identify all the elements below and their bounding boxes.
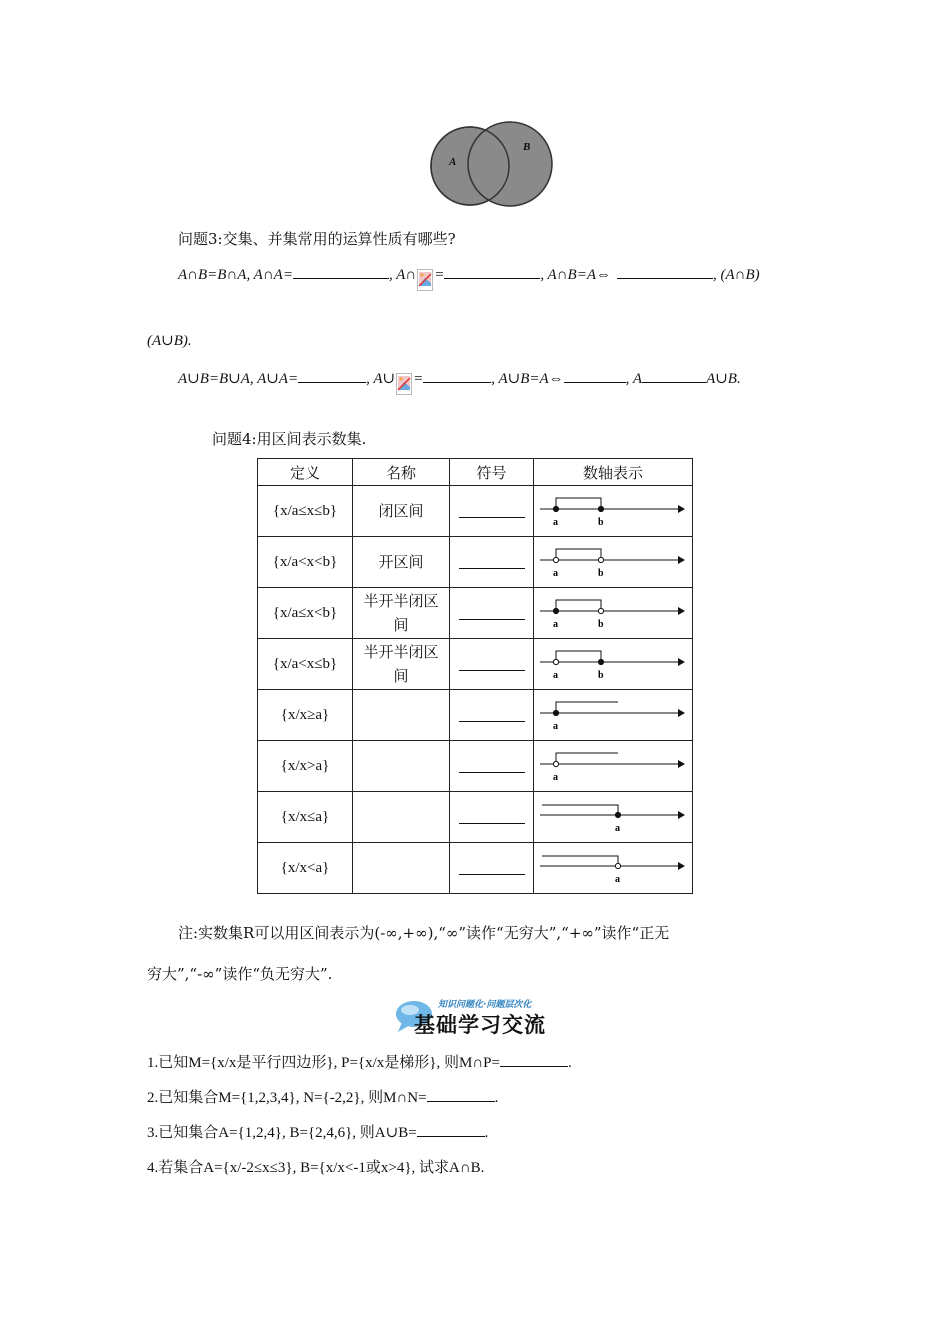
q3-union-line: A∪B=B∪A, A∪A= , A∪ = , A∪B=A⇔ , A A∪B. <box>178 368 741 395</box>
answer-blank <box>423 368 491 383</box>
venn-label-a: A <box>449 156 457 168</box>
interval-table <box>257 458 693 894</box>
number-line <box>538 795 688 839</box>
table-row <box>258 741 693 792</box>
endpoint-label: a <box>553 772 558 783</box>
endpoint-label: b <box>598 619 604 630</box>
number-line <box>538 846 688 890</box>
number-line <box>538 540 688 584</box>
closed-endpoint <box>598 659 603 664</box>
number-line-cell <box>534 792 693 843</box>
open-endpoint <box>615 863 620 868</box>
broken-image-icon <box>417 269 433 291</box>
answer-blank <box>427 1087 495 1102</box>
answer-blank <box>417 1122 485 1137</box>
table-row <box>258 588 693 639</box>
note-line-2: 穷大”,“-∞”读作“负无穷大”. <box>147 965 333 983</box>
broken-image-icon <box>396 373 412 395</box>
arrow-icon <box>678 760 685 768</box>
interval-bracket <box>556 600 601 611</box>
endpoint-label: b <box>598 517 604 528</box>
interval-name-line: 间 <box>393 616 409 634</box>
answer-blank <box>459 654 525 671</box>
table-row <box>258 537 693 588</box>
table-header-row <box>258 459 693 486</box>
arrow-icon <box>678 811 685 819</box>
q3-intersection-line-cont: (A∪B). <box>147 333 192 349</box>
interval-bracket <box>556 498 601 509</box>
number-line <box>538 489 688 533</box>
note-line-1: 注:实数集R可以用区间表示为(-∞,+∞),“∞”读作“无穷大”,“+∞”读作“正无 <box>178 924 670 942</box>
endpoint-label: a <box>553 670 558 681</box>
exercise-2: 2.已知集合M={1,2,3,4}, N={-2,2}, 则M∩N= . <box>147 1086 498 1107</box>
interval-name-line: 闭区间 <box>378 502 424 520</box>
exercise-1: 1.已知M={x/x是平行四边形}, P={x/x是梯形}, 则M∩P= . <box>147 1051 572 1072</box>
answer-blank <box>459 858 525 875</box>
answer-blank <box>298 368 366 383</box>
interval-ray <box>556 702 618 713</box>
endpoint-label: b <box>598 670 604 681</box>
open-endpoint <box>553 557 558 562</box>
table-row <box>258 690 693 741</box>
number-line-cell <box>534 588 693 639</box>
interval-symbol <box>450 486 534 537</box>
table-row <box>258 639 693 690</box>
table-row <box>258 792 693 843</box>
answer-blank <box>642 368 706 383</box>
closed-endpoint <box>553 710 558 715</box>
arrow-icon <box>678 556 685 564</box>
arrow-icon <box>678 709 685 717</box>
answer-blank <box>459 807 525 824</box>
section-banner <box>394 996 564 1036</box>
number-line <box>538 744 688 788</box>
venn-diagram <box>425 120 560 210</box>
interval-name <box>353 792 450 843</box>
number-line <box>538 642 688 686</box>
header-symbol: 符号 <box>450 459 534 486</box>
arrow-icon <box>678 862 685 870</box>
interval-bracket <box>556 549 601 560</box>
endpoint-label: b <box>598 568 604 579</box>
interval-name <box>353 639 450 690</box>
interval-ray <box>542 805 618 815</box>
number-line <box>538 693 688 737</box>
number-line <box>538 591 688 635</box>
header-number-line: 数轴表示 <box>534 459 693 486</box>
exercise-3: 3.已知集合A={1,2,4}, B={2,4,6}, 则A∪B= . <box>147 1121 488 1142</box>
endpoint-label: a <box>553 619 558 630</box>
interval-definition: {x/x≥a} <box>258 690 353 741</box>
interval-definition: {x/a≤x<b} <box>258 588 353 639</box>
banner-subtitle: 知识问题化·问题层次化 <box>438 1000 532 1010</box>
open-endpoint <box>598 608 603 613</box>
interval-symbol <box>450 588 534 639</box>
interval-definition: {x/x≤a} <box>258 792 353 843</box>
endpoint-label: a <box>615 823 620 834</box>
number-line-cell <box>534 690 693 741</box>
table-row <box>258 843 693 894</box>
endpoint-label: a <box>615 874 620 885</box>
open-endpoint <box>553 761 558 766</box>
arrow-icon <box>678 658 685 666</box>
interval-definition: {x/a<x<b} <box>258 537 353 588</box>
interval-name <box>353 741 450 792</box>
header-name: 名称 <box>353 459 450 486</box>
interval-name-line: 半开半闭区 <box>363 643 439 661</box>
table-row <box>258 486 693 537</box>
interval-name <box>353 588 450 639</box>
answer-blank <box>617 264 713 279</box>
interval-name-line: 半开半闭区 <box>363 592 439 610</box>
answer-blank <box>459 552 525 569</box>
exercise-4: 4.若集合A={x/-2≤x≤3}, B={x/x<-1或x>4}, 试求A∩B. <box>147 1160 485 1176</box>
answer-blank <box>459 501 525 518</box>
interval-name <box>353 843 450 894</box>
interval-name <box>353 486 450 537</box>
interval-ray <box>556 753 618 764</box>
answer-blank <box>459 756 525 773</box>
arrow-icon <box>678 505 685 513</box>
number-line-cell <box>534 486 693 537</box>
interval-symbol <box>450 639 534 690</box>
answer-blank <box>459 705 525 722</box>
interval-symbol <box>450 537 534 588</box>
interval-definition: {x/x<a} <box>258 843 353 894</box>
interval-definition: {x/a<x≤b} <box>258 639 353 690</box>
open-endpoint <box>553 659 558 664</box>
interval-symbol <box>450 741 534 792</box>
interval-name-line: 间 <box>393 667 409 685</box>
q3-intersection-line: A∩B=B∩A, A∩A= , A∩ = , A∩B=A⇔ , (A∩B) <box>178 264 760 291</box>
banner-title: 基础学习交流 <box>414 1013 546 1037</box>
answer-blank <box>444 264 540 279</box>
answer-blank <box>293 264 389 279</box>
closed-endpoint <box>553 506 558 511</box>
interval-name <box>353 537 450 588</box>
answer-blank <box>459 603 525 620</box>
venn-circle-b <box>468 122 552 206</box>
closed-endpoint <box>553 608 558 613</box>
interval-definition: {x/a≤x≤b} <box>258 486 353 537</box>
endpoint-label: a <box>553 517 558 528</box>
closed-endpoint <box>615 812 620 817</box>
endpoint-label: a <box>553 721 558 732</box>
number-line-cell <box>534 639 693 690</box>
interval-ray <box>542 856 618 866</box>
answer-blank <box>500 1052 568 1067</box>
answer-blank <box>564 368 626 383</box>
q4-title: 问题4:用区间表示数集. <box>212 430 367 448</box>
interval-symbol <box>450 690 534 741</box>
interval-bracket <box>556 651 601 662</box>
interval-name-line: 开区间 <box>378 553 424 571</box>
number-line-cell <box>534 537 693 588</box>
number-line-cell <box>534 741 693 792</box>
interval-definition: {x/x>a} <box>258 741 353 792</box>
venn-label-b: B <box>523 141 531 153</box>
closed-endpoint <box>598 506 603 511</box>
number-line-cell <box>534 843 693 894</box>
endpoint-label: a <box>553 568 558 579</box>
interval-symbol <box>450 792 534 843</box>
header-definition: 定义 <box>258 459 353 486</box>
open-endpoint <box>598 557 603 562</box>
interval-symbol <box>450 843 534 894</box>
q3-title: 问题3:交集、并集常用的运算性质有哪些? <box>178 230 456 248</box>
arrow-icon <box>678 607 685 615</box>
interval-name <box>353 690 450 741</box>
